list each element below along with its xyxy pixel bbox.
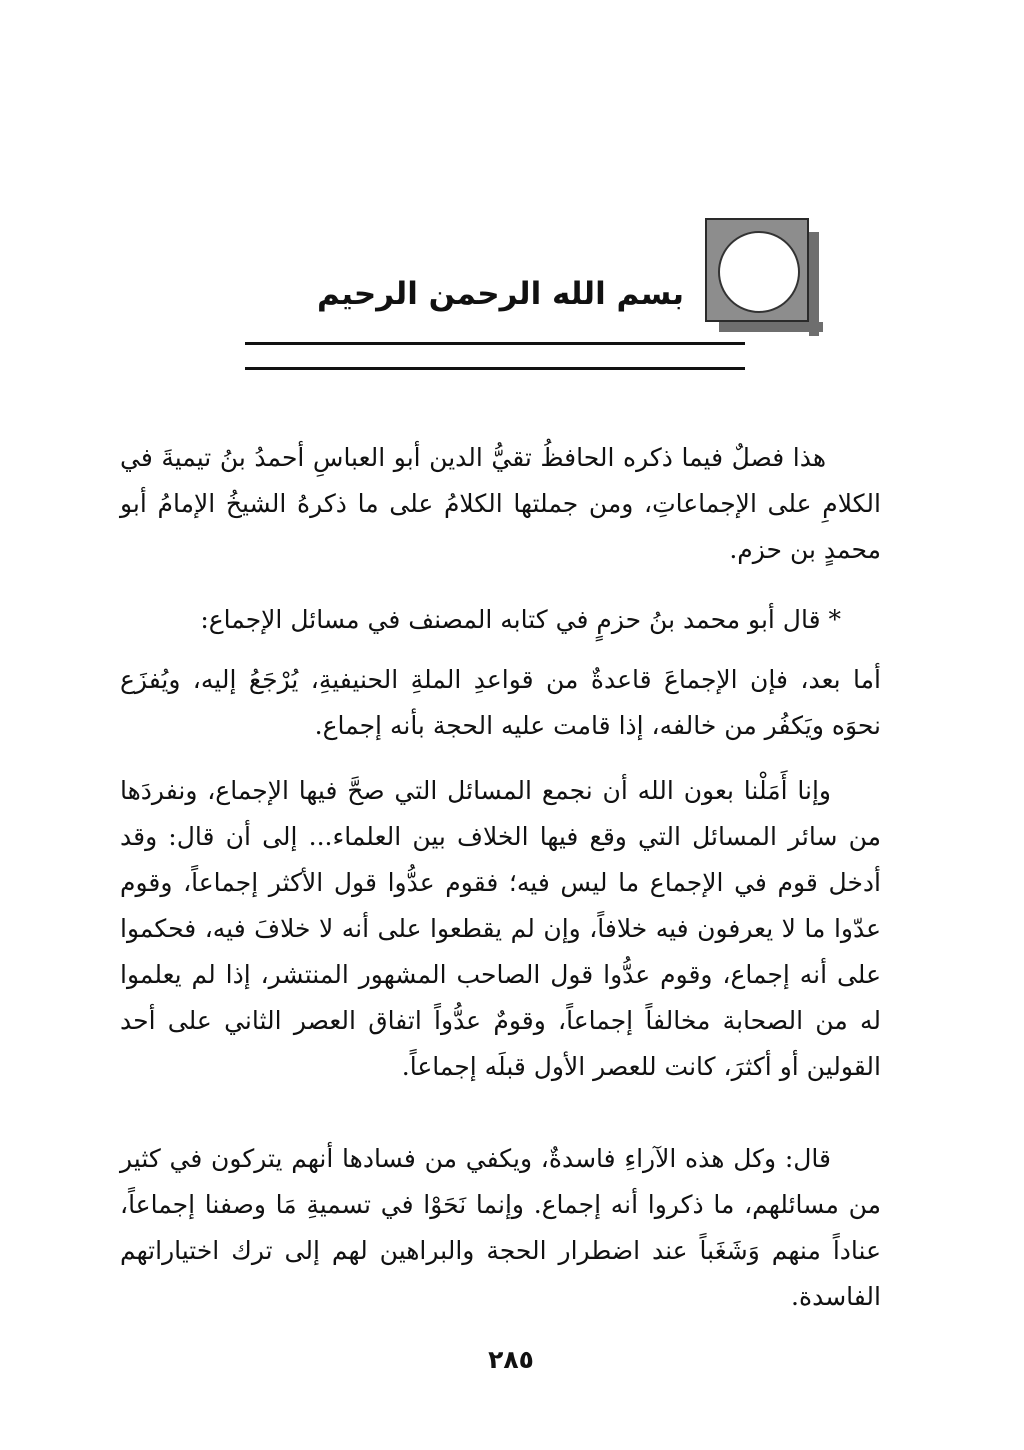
page-title: بسم الله الرحمن الرحيم: [316, 276, 684, 312]
title-rule-top: [245, 342, 745, 345]
paragraph-ijma-definition: أما بعد، فإن الإجماعَ قاعدةٌ من قواعدِ الملةِ الحنيفيةِ، يُرْجَعُ إليه، ويُفزَع نحوَه ويَكفُر من خالفه، إذا قامت عليه الحجة بأنه إجماع.: [120, 665, 881, 740]
icon-circle: [718, 231, 800, 313]
paragraph-critique: قال: وكل هذه الآراءِ فاسدةٌ، ويكفي من فسادها أنهم يتركون في كثير من مسائلهم، ما ذكروا أنه إجماع. وإنما نَحَوْا في تسميةِ مَا وصفنا إجماعاً، عناداً منهم وَشَغَباً عند اضطرار الحجة والبراهين لهم إلى ترك اختياراتهم الفاسدة.: [120, 1144, 881, 1311]
paragraph-quote-intro: * قال أبو محمد بنُ حزمٍ في كتابه المصنف في مسائل الإجماع:: [200, 605, 841, 634]
icon-shadow: [719, 322, 823, 332]
title-rule-bottom: [245, 367, 745, 370]
circle-in-square-icon: [705, 218, 809, 322]
paragraph-intro: هذا فصلٌ فيما ذكره الحافظُ تقيُّ الدين أبو العباسِ أحمدُ بنُ تيميةَ في الكلامِ على الإجماعاتِ، ومن جملتها الكلامُ على ما ذكرهُ الشيخُ الإمامُ أبو محمدٍ بن حزم.: [120, 443, 881, 564]
page-number: ٢٨٥: [488, 1345, 534, 1374]
paragraph-ijma-methods: وإنا أَمَلْنا بعون الله أن نجمع المسائل التي صحَّ فيها الإجماع، ونفردَها من سائر المسائل التي وقع فيها الخلاف بين العلماء... إلى أن قال: وقد أدخل قوم في الإجماع ما ليس فيه؛ فقوم عدُّوا قول الأكثر إجماعاً، وقوم عدّوا ما لا يعرفون فيه خلافاً، وإن لم يقطعوا على أنه لا خلافَ فيه، فحكموا على أنه إجماع، وقوم عدُّوا قول الصاحب المشهور المنتشر، إذا لم يعلموا له من الصحابة مخالفاً إجماعاً، وقومٌ عدُّواً اتفاق العصر الثاني على أحد القولين أو أكثرَ، كانت للعصر الأول قبلَه إجماعاً.: [120, 776, 881, 1081]
